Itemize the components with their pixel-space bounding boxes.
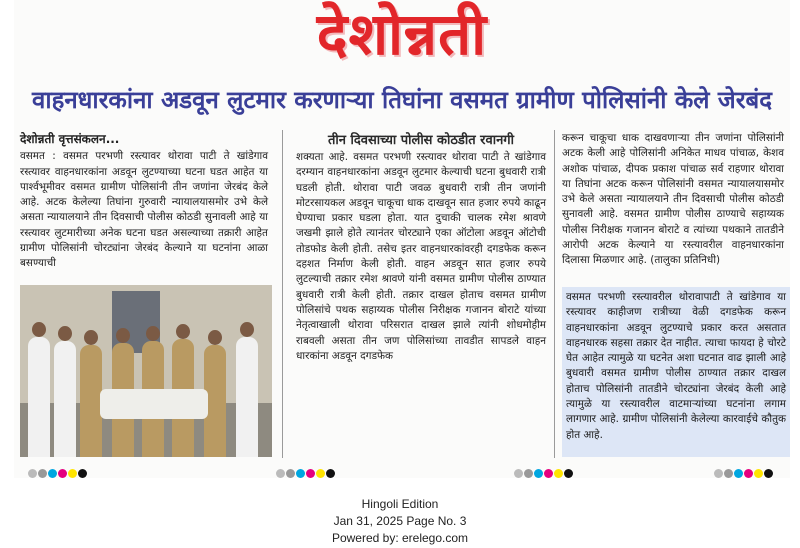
column-divider	[554, 130, 555, 458]
masthead-title: देशोन्नती	[316, 0, 488, 68]
article-photo	[20, 285, 272, 457]
column-1-text: वसमत : वसमत परभणी रस्त्यावर थोरावा पाटी ते खांडेगाव रस्त्यावर वाहनधारकांना अडवून लुटण्याच्या घटना घडत आहेत या पार्श्वभूमीवर वसमत ग्रामीण पोलिसांनी तीन जणांना जेरबंद केले आहे. अटक केलेल्या तिघांना गुरुवारी न्यायालयासमोर उभे केले असता न्यायालयाने तीन दिवसाची पोलीस कोठडी सुनावली आहे या रस्त्यावर लुटमारीच्या अनेक घटना घडत असल्याच्या तक्रारी आहेत ग्रामीण पोलिसांनी चोरट्यांना जेरबंद केल्याने या घटनांना आळा बसण्याची	[20, 150, 268, 270]
color-registration-marks	[514, 463, 574, 473]
newspaper-clipping	[14, 0, 790, 478]
color-registration-marks	[28, 463, 88, 473]
article-column-3: करून चाकूचा धाक दाखवणाऱ्या तीन जणांना पोलिसांनी अटक केली आहे पोलिसांनी अनिकेत माधव पांचाळ, केशव अशोक पांचाळ, दीपक प्रकाश पांचाळ सर्व राहणार थोरावा या तिघांना अटक करून पोलिसांनी वसमत न्यायालयासमोर उभे केले असता न्यायालयाने तीन दिवसाची पोलीस कोठडी सुनावली आहे. वसमत ग्रामीण पोलीस ठाण्याचे सहाय्यक पोलीस निरीक्षक गजानन बोराटे व त्यांच्या पथकाने तातडीने आरोपी अटक केल्याने या रस्त्यावरील वाहनधारकांना दिलासा मिळणार आहे. (तालुका प्रतिनिधी)	[562, 132, 784, 267]
edition-name: Hingoli Edition	[361, 497, 439, 511]
color-registration-marks	[714, 463, 774, 473]
article-column-2: शक्यता आहे. वसमत परभणी रस्त्यावर थोरावा पाटी ते खांडेगाव दरम्यान वाहनधारकांना अडवून लुटमार केल्याची घटना बुधवारी रात्री घडली होती. थोरावा पाटी जवळ बुधवारी रात्री तीन जणांनी मोटरसायकल अडवून चाकूचा धाक दाखवून सात हजार रुपये काढून घेण्याचा प्रकार घडला होता. यात दुचाकी चालक रमेश श्रावणे जखमी झाले होते त्यानंतर चोरट्याने एका ऑटोला अडवून ऑटोची तोडफोड केली होती. तसेच इतर वाहनधारकांवरही दगडफेक करून दहशत निर्माण केली होती. वाहन अडवून सात हजार रुपये लुटल्याची तक्रार रमेश श्रावणे यांनी वसमत ग्रामीण पोलीस ठाण्यात बुधवारी रात्री केली होती. तक्रार दाखल होताच वसमत ग्रामीण पोलिसांचे पथक सहाय्यक पोलीस निरीक्षक गजानन बोराटे यांच्या नेतृत्वाखाली थोरावा परिसरात दाखल झाले त्यांनी शोधमोहीम राबवली असता तीन जण पोलिसांच्या तावडीत सापडले वाहन धारकांना अडवून दगडफेक	[296, 151, 546, 362]
edition-date-page: Jan 31, 2025 Page No. 3	[333, 514, 467, 528]
column-divider	[282, 130, 283, 458]
article-column-1	[20, 132, 268, 272]
subheadline: तीन दिवसाच्या पोलीस कोठडीत रवानगी	[328, 133, 514, 148]
edition-footer	[0, 496, 800, 547]
byline: देशोन्नती वृत्तसंकलन...	[20, 132, 120, 146]
highlight-text: वसमत परभणी रस्त्यावरील थोरावापाटी ते खांडेगाव या रस्त्यावर काहीजण रात्रीच्या वेळी दगडफेक करून वाहनधारकांना अडवून लुटण्याचे प्रकार करत असतात वाहनधारक सहसा तक्रार देत नाहीत. त्याचा फायदा हे चोरटे घेत आहेत त्यामुळे या घटनेत अशा घटनात वाढ झाली आहे बुधवारी वसमत ग्रामीण पोलीस ठाण्यात तक्रार दाखल होताच पोलिसांनी तातडीने चोरट्यांना जेरबंद केली आहे त्यामुळे या रस्त्यावरील वाटमाऱ्यांच्या घटनांना लगाम लागणार आहे. ग्रामीण पोलिसांनी केलेल्या कारवाईचे कौतुक होत आहे.	[566, 291, 786, 441]
color-registration-marks	[276, 463, 336, 473]
powered-by-link[interactable]: Powered by: erelego.com	[331, 531, 469, 545]
headline: वाहनधारकांना अडवून लुटमार करणाऱ्या तिघांना वसमत ग्रामीण पोलिसांनी केले जेरबंद	[32, 86, 772, 114]
